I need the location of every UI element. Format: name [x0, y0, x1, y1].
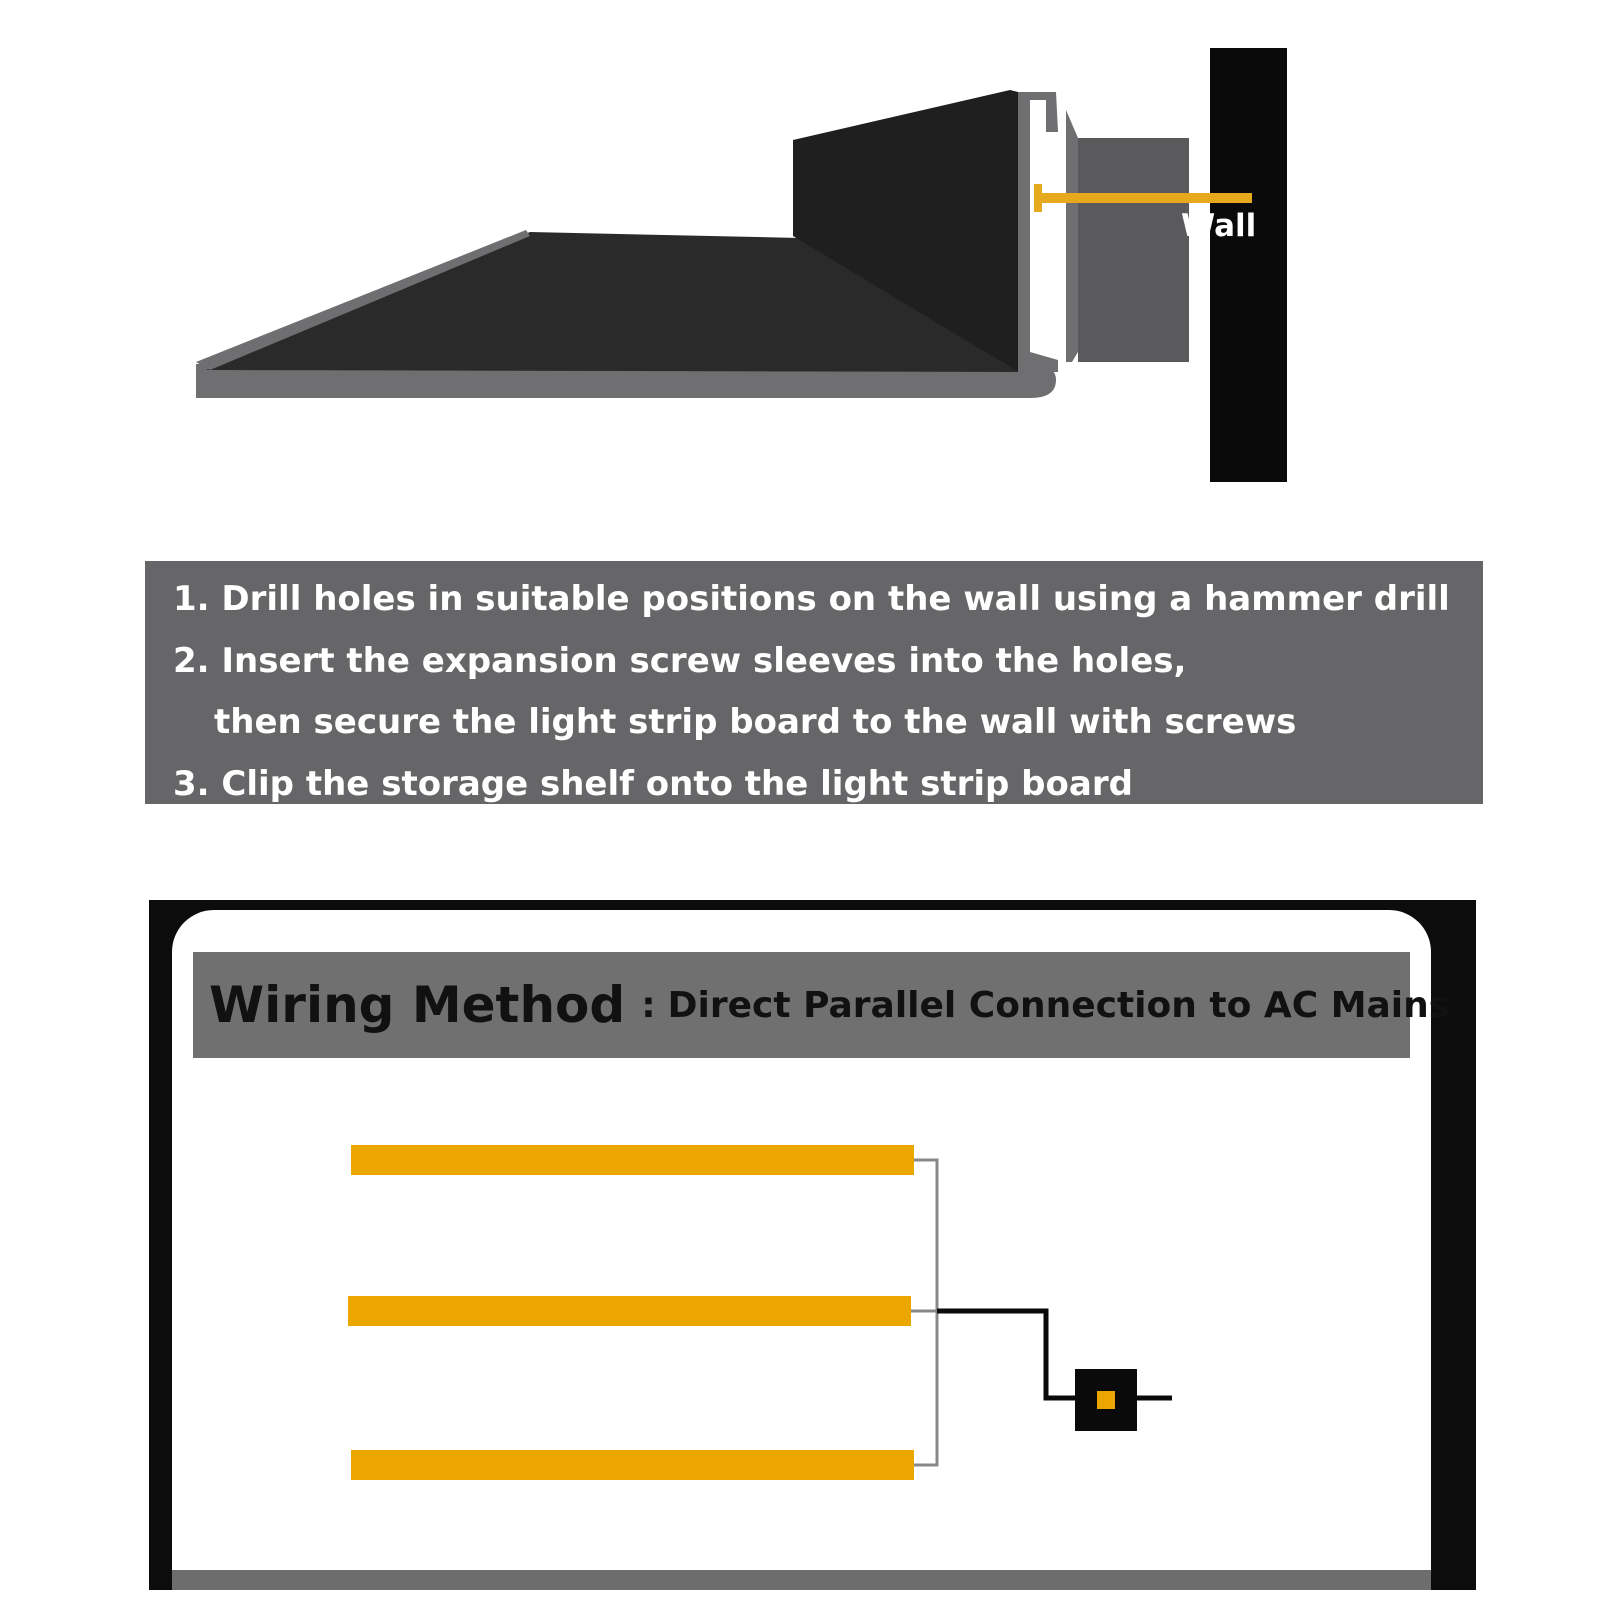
step-2-continuation: then secure the light strip board to the wall with screws	[214, 702, 1297, 742]
step-2: 2. Insert the expansion screw sleeves into the holes,	[173, 640, 1187, 681]
step-1: 1. Drill holes in suitable positions on the wall using a hammer drill	[173, 579, 1450, 619]
light-strip-2	[348, 1296, 911, 1326]
wiring-title: Wiring Method	[209, 976, 626, 1034]
wall-label: Wall	[1181, 208, 1257, 244]
light-strip-3	[351, 1450, 914, 1480]
power-connector-core	[1097, 1391, 1115, 1409]
light-strip-1	[351, 1145, 914, 1175]
wiring-separator: :	[641, 984, 656, 1026]
wiring-subtitle: Direct Parallel Connection to AC Mains	[667, 984, 1451, 1026]
step-3: 3. Clip the storage shelf onto the light strip board	[173, 763, 1133, 804]
